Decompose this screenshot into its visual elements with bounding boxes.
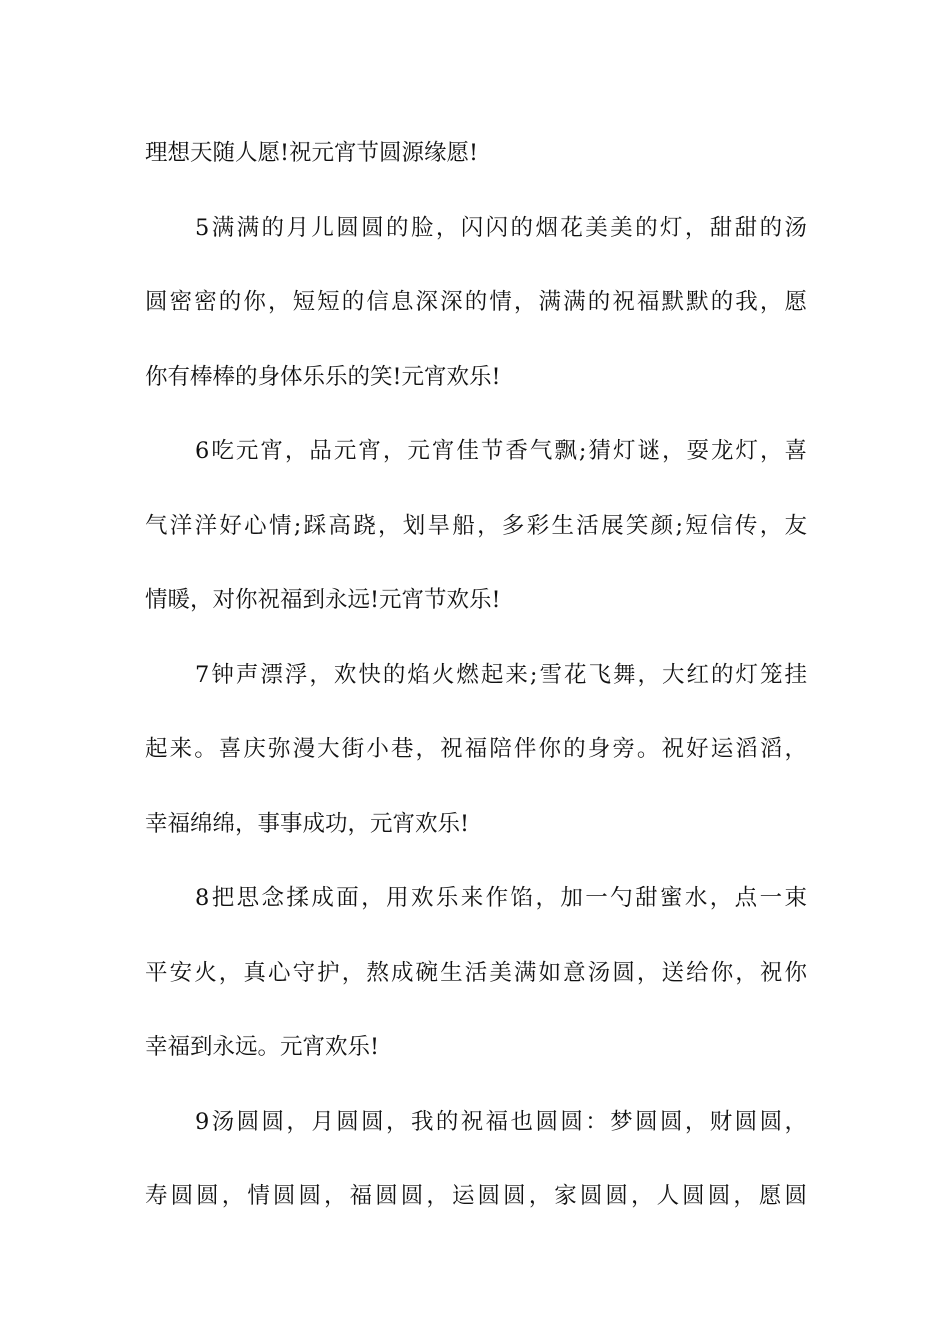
text-line: 幸福到永远。元宵欢乐! <box>145 1034 380 1060</box>
text-line: 6吃元宵，品元宵，元宵佳节香气飘;猜灯谜，耍龙灯，喜 <box>195 438 807 464</box>
text-line: 幸福绵绵，事事成功，元宵欢乐! <box>145 810 470 837</box>
text-line: 7钟声漂浮，欢快的焰火燃起来;雪花飞舞，大红的灯笼挂 <box>195 661 807 688</box>
text-line: 起来。喜庆弥漫大街小巷，祝福陪伴你的身旁。祝好运滔滔， <box>145 736 807 762</box>
text-line: 情暖，对你祝福到永远!元宵节欢乐! <box>145 587 501 613</box>
text-line: 8把思念揉成面，用欢乐来作馅，加一勺甜蜜水，点一束 <box>195 885 807 911</box>
text-line: 气洋洋好心情;踩高跷，划旱船，多彩生活展笑颜;短信传，友 <box>145 512 807 539</box>
text-line: 理想天随人愿!祝元宵节圆源缘愿! <box>145 140 479 166</box>
text-line: 寿圆圆，情圆圆，福圆圆，运圆圆，家圆圆，人圆圆，愿圆 <box>145 1183 807 1209</box>
text-line: 你有棒棒的身体乐乐的笑!元宵欢乐! <box>145 363 501 390</box>
text-line: 圆密密的你，短短的信息深深的情，满满的祝福默默的我，愿 <box>145 289 807 315</box>
text-line: 9汤圆圆，月圆圆，我的祝福也圆圆：梦圆圆，财圆圆， <box>195 1108 807 1135</box>
text-line: 平安火，真心守护，熬成碗生活美满如意汤圆，送给你，祝你 <box>145 959 807 986</box>
text-line: 5满满的月儿圆圆的脸，闪闪的烟花美美的灯，甜甜的汤 <box>195 214 807 241</box>
document-body <box>145 128 807 1246</box>
